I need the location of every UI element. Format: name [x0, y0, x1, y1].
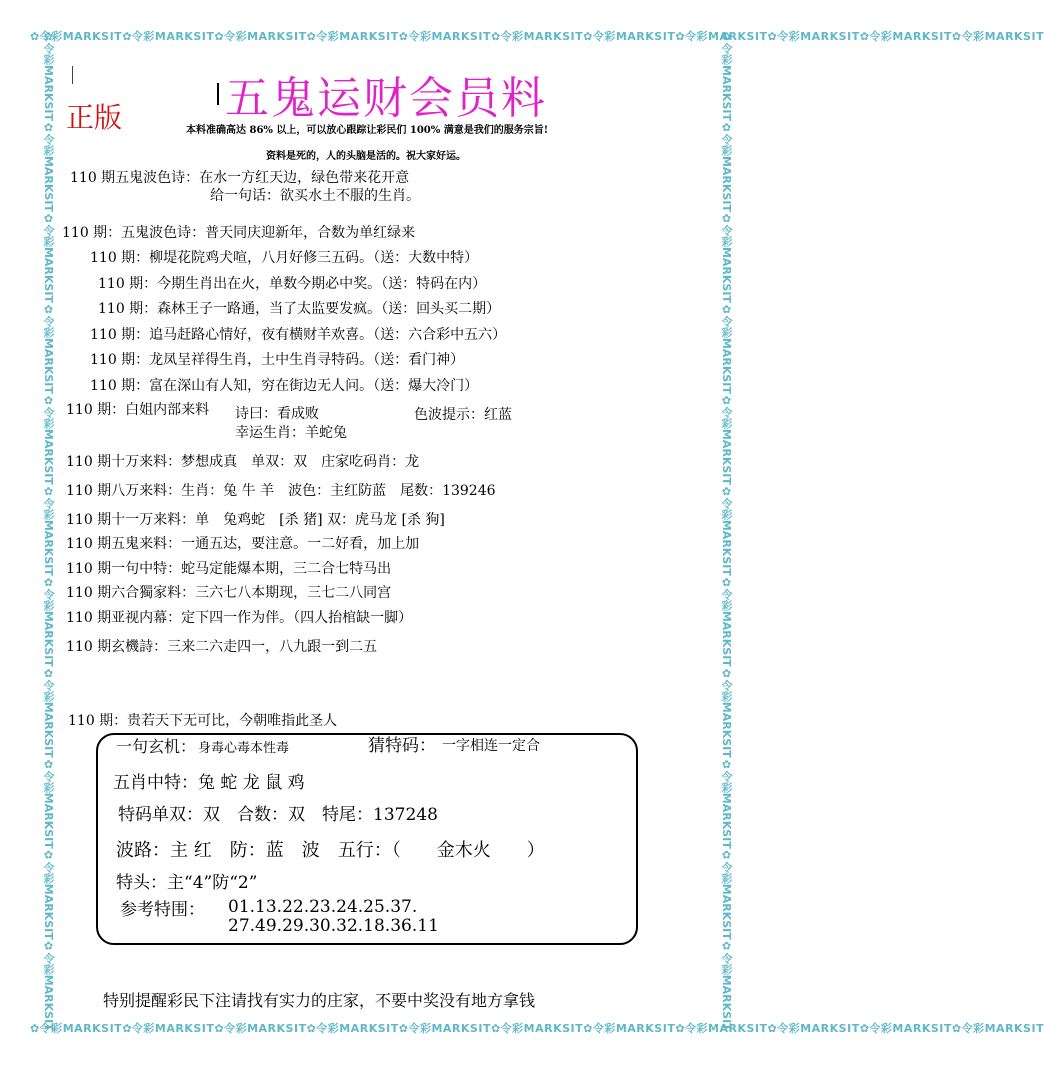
- five-zodiac: 五肖中特：兔 蛇 龙 鼠 鸡: [113, 773, 305, 793]
- line-18: 110 期：贵若天下无可比，今朝唯指此圣人: [68, 713, 338, 729]
- line-10: 110 期十万来料：梦想成真 单双：双 庄家吃码肖：龙: [66, 454, 420, 470]
- line-1-poem: 110 期五鬼波色诗：在水一方红天边，绿色带来花开意: [70, 170, 410, 186]
- line-1-hint: 给一句话：欲买水土不服的生肖。: [210, 188, 420, 204]
- line-13: 110 期五鬼来料：一通五达，要注意。一二好看，加上加: [66, 536, 420, 552]
- reference-label: 参考特围：: [120, 900, 205, 920]
- guess-value: 一字相连一定合: [442, 738, 540, 754]
- line-8: 110 期：富在深山有人知，穷在街边无人问。（送：爆大冷门）: [90, 378, 479, 394]
- line-14: 110 期一句中特：蛇马定能爆本期，三二合七特马出: [66, 561, 392, 577]
- divider: [72, 66, 73, 84]
- riddle-value: 身毒心毒本性毒: [198, 741, 290, 756]
- line-4: 110 期：今期生肖出在火，单数今期必中奖。（送：特码在内）: [98, 276, 487, 292]
- text-cursor-mark: [217, 83, 219, 105]
- line-16: 110 期亚视内幕：定下四一作为伴。（四人抬棺缺一脚）: [66, 610, 413, 626]
- guess-label: 猜特码：: [368, 736, 436, 756]
- border-left: ✿令彩MARKSIT✿令彩MARKSIT✿令彩MARKSIT✿令彩MARKSIT✿令彩MARKSIT✿令彩MARKSIT✿令彩MARKSIT✿令彩MARKSIT✿令彩MARKSIT✿令彩MARKSIT✿令彩MARKSIT: [42, 30, 55, 1031]
- reference-numbers-1: 01.13.22.23.24.25.37.: [228, 897, 418, 917]
- line-9-lucky-zodiac: 幸运生肖：羊蛇兔: [235, 425, 347, 441]
- subtitle-accuracy: 本料准确高达 86% 以上，可以放心跟踪让彩民们 100% 满意是我们的服务宗旨!: [186, 125, 549, 136]
- line-9-source: 110 期：白姐内部来料: [66, 402, 210, 418]
- footer-notice: 特别提醒彩民下注请找有实力的庄家，不要中奖没有地方拿钱: [103, 991, 536, 1010]
- line-3: 110 期：柳堤花院鸡犬喧，八月好修三五码。（送：大数中特）: [90, 250, 479, 266]
- page-title: 五鬼运财会员料: [225, 73, 547, 124]
- line-2: 110 期：五鬼波色诗：普天同庆迎新年，合数为单红绿来: [62, 225, 416, 241]
- line-6: 110 期：追马赶路心情好，夜有横财羊欢喜。（送：六合彩中五六）: [90, 327, 507, 343]
- subtitle-luck: 资料是死的，人的头脑是活的。祝大家好运。: [266, 151, 466, 162]
- line-11: 110 期八万来料：生肖：兔 牛 羊 波色：主红防蓝 尾数：139246: [66, 483, 496, 499]
- riddle-label: 一句玄机：: [116, 737, 197, 756]
- line-12: 110 期十一万来料：单 兔鸡蛇 [杀 猪] 双：虎马龙 [杀 狗]: [66, 512, 445, 528]
- line-9-color-hint: 色波提示：红蓝: [414, 407, 512, 423]
- wave-route: 波路：主 红 防：蓝 波 五行：（ 金木火 ）: [116, 840, 545, 861]
- line-9-poem: 诗曰：看成败: [235, 406, 319, 422]
- genuine-badge: 正版: [66, 101, 123, 134]
- border-right: ✿令彩MARKSIT✿令彩MARKSIT✿令彩MARKSIT✿令彩MARKSIT✿令彩MARKSIT✿令彩MARKSIT✿令彩MARKSIT✿令彩MARKSIT✿令彩MARKSIT✿令彩MARKSIT✿令彩MARKSIT: [720, 30, 733, 1031]
- border-top: ✿令彩MARKSIT✿令彩MARKSIT✿令彩MARKSIT✿令彩MARKSIT✿令彩MARKSIT✿令彩MARKSIT✿令彩MARKSIT✿令彩MARKSIT✿令彩MARKSIT✿令彩MARKSIT✿令彩MARKSIT: [30, 30, 1044, 43]
- line-5: 110 期：森林王子一路通，当了太监要发疯。（送：回头买二期）: [98, 301, 501, 317]
- line-7: 110 期：龙凤呈祥得生肖，土中生肖寻特码。（送：看门神）: [90, 352, 465, 368]
- border-bottom: ✿令彩MARKSIT✿令彩MARKSIT✿令彩MARKSIT✿令彩MARKSIT✿令彩MARKSIT✿令彩MARKSIT✿令彩MARKSIT✿令彩MARKSIT✿令彩MARKSIT✿令彩MARKSIT✿令彩MARKSIT: [30, 1022, 1044, 1035]
- line-17: 110 期玄機詩：三来二六走四一，八九跟一到二五: [66, 639, 378, 655]
- special-head: 特头：主“4”防“2”: [116, 873, 258, 893]
- reference-numbers-2: 27.49.29.30.32.18.36.11: [228, 916, 439, 936]
- line-15: 110 期六合獨家料：三六七八本期现，三七二八同宫: [66, 585, 392, 601]
- odd-even: 特码单双：双 合数：双 特尾：137248: [118, 805, 438, 825]
